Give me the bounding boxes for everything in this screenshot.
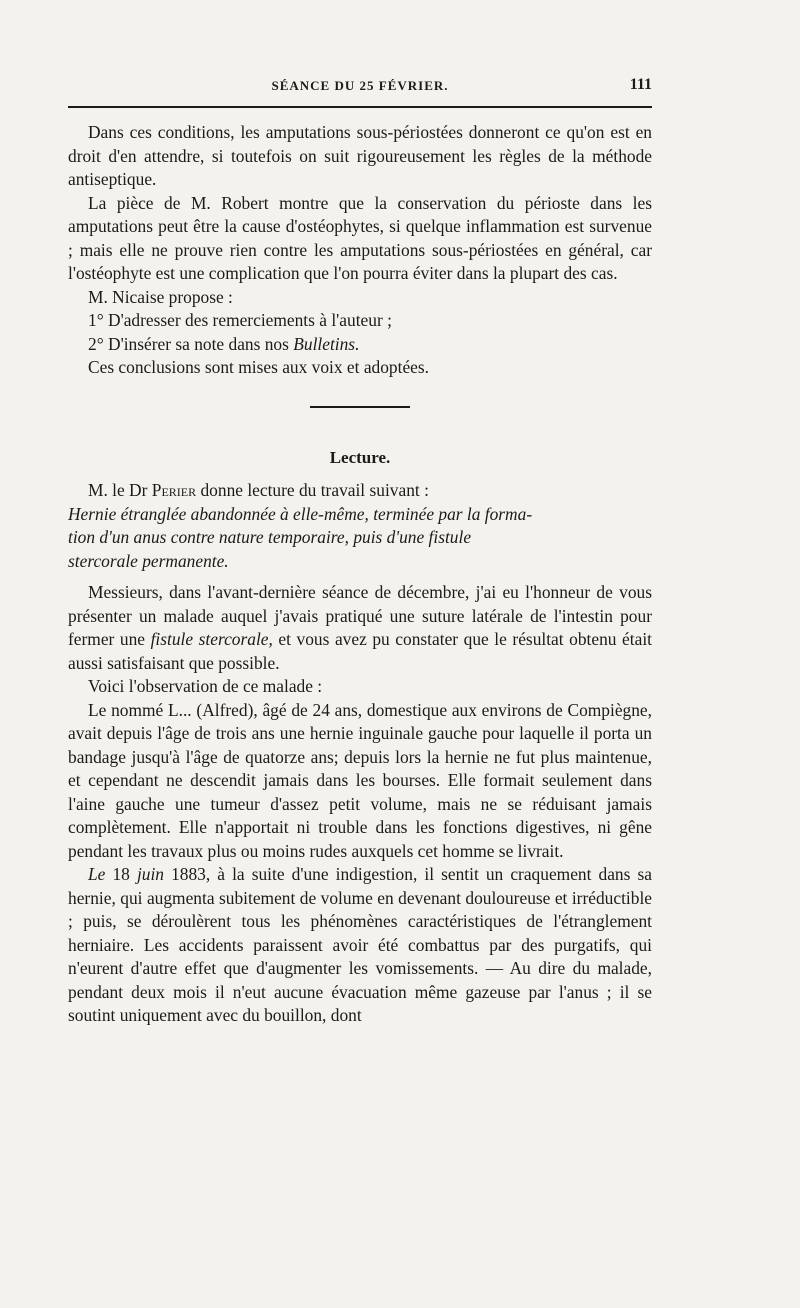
proposal-text: D'adresser des remerciements à l'auteur ;	[108, 310, 392, 330]
messieurs-text-a: Messieurs, dans l'avant-dernière séance de décembre, j'ai eu l'honneur de vous présenter un malade auquel j'avais pratiqué une suture latérale de l'intestin pour fermer une	[68, 582, 652, 649]
proposal-number: 1°	[88, 310, 104, 330]
paragraph: La pièce de M. Robert montre que la conservation du périoste dans les amputations peut être la cause d'ostéophytes, si quelque inflammation est survenue ; mais elle ne prouve rien contre les amputations sous-périostées en général, car l'ostéophyte est une complication que l'on pourra éviter dans la plupart des cas.	[68, 192, 652, 283]
paragraph: Ces conclusions sont mises aux voix et adoptées.	[88, 357, 430, 377]
paragraph: M. Nicaise propose :	[88, 286, 233, 307]
messieurs-italic: fistule stercorale	[150, 629, 269, 649]
work-title-line: tion d'un anus contre nature temporaire, puis d'une fistule	[68, 527, 472, 547]
proposal-number: 2°	[88, 333, 104, 354]
proposal-italic: Bulletins.	[293, 333, 360, 354]
proposal-item	[68, 309, 652, 333]
date-italic-a: Le	[88, 864, 106, 884]
page-body	[68, 121, 652, 1028]
lecture-lead	[68, 479, 652, 503]
author-name: Perier	[151, 480, 197, 500]
header-rule	[68, 106, 652, 108]
section-separator	[310, 406, 410, 408]
lead-prefix: M. le Dr	[88, 480, 148, 500]
lead-suffix: donne lecture du travail suivant :	[200, 480, 429, 500]
date-day: 18	[112, 864, 130, 884]
page-number: 111	[629, 76, 652, 93]
paragraph: Voici l'observation de ce malade :	[88, 676, 323, 696]
work-title	[68, 503, 652, 574]
proposal-text: D'insérer sa note dans nos	[108, 333, 289, 354]
paragraph: Dans ces conditions, les amputations sous-périostées donneront ce qu'on est en droit d'en attendre, si toutefois on suit rigoureusement les règles de la méthode antiseptique.	[68, 122, 652, 189]
work-title-line: Hernie étranglée abandonnée à elle-même, terminée par la forma-	[68, 503, 533, 524]
page-header	[68, 78, 652, 102]
proposal-item	[68, 333, 652, 357]
juin-text: 1883, à la suite d'une indigestion, il sentit un craquement dans sa hernie, qui augmenta subitement de volume en devenant douloureuse et irréductible ; puis, se déroulèrent tous les phénomènes caractéristiques de l'étranglement herniaire. Les accidents paraissent avoir été combattus par des purgatifs, qui n'eurent d'autre effet que d'augmenter les vomissements. — Au dire du malade, pendant deux mois il n'eut aucune évacuation même gazeuse par l'anus ; il se soutint uniquement avec du bouillon, dont	[68, 864, 652, 1025]
date-italic-b: juin	[136, 864, 165, 884]
running-head: SÉANCE DU 25 FÉVRIER.	[271, 78, 449, 93]
paragraph	[68, 863, 652, 1028]
paragraph	[68, 581, 652, 675]
messieurs-text-b: , et vous avez pu constater que le résultat obtenu était aussi satisfaisant que possible.	[68, 629, 652, 673]
work-title-line: stercorale permanente.	[68, 550, 229, 571]
section-title: Lecture.	[329, 447, 391, 467]
paragraph: Le nommé L... (Alfred), âgé de 24 ans, domestique aux environs de Compiègne, avait depuis l'âge de trois ans une hernie inguinale gauche pour laquelle il porta un bandage jusqu'à l'âge de quatorze ans; depuis lors la hernie ne fut plus maintenue, et cependant ne descendit jamais dans les bourses. Elle formait seulement dans l'aine gauche une tumeur d'assez petit volume, mais ne se réduisant jamais complètement. Elle n'apportait ni trouble dans les fonctions digestives, ni gêne pendant les travaux plus ou moins rudes auxquels cet homme se livrait.	[68, 699, 652, 861]
